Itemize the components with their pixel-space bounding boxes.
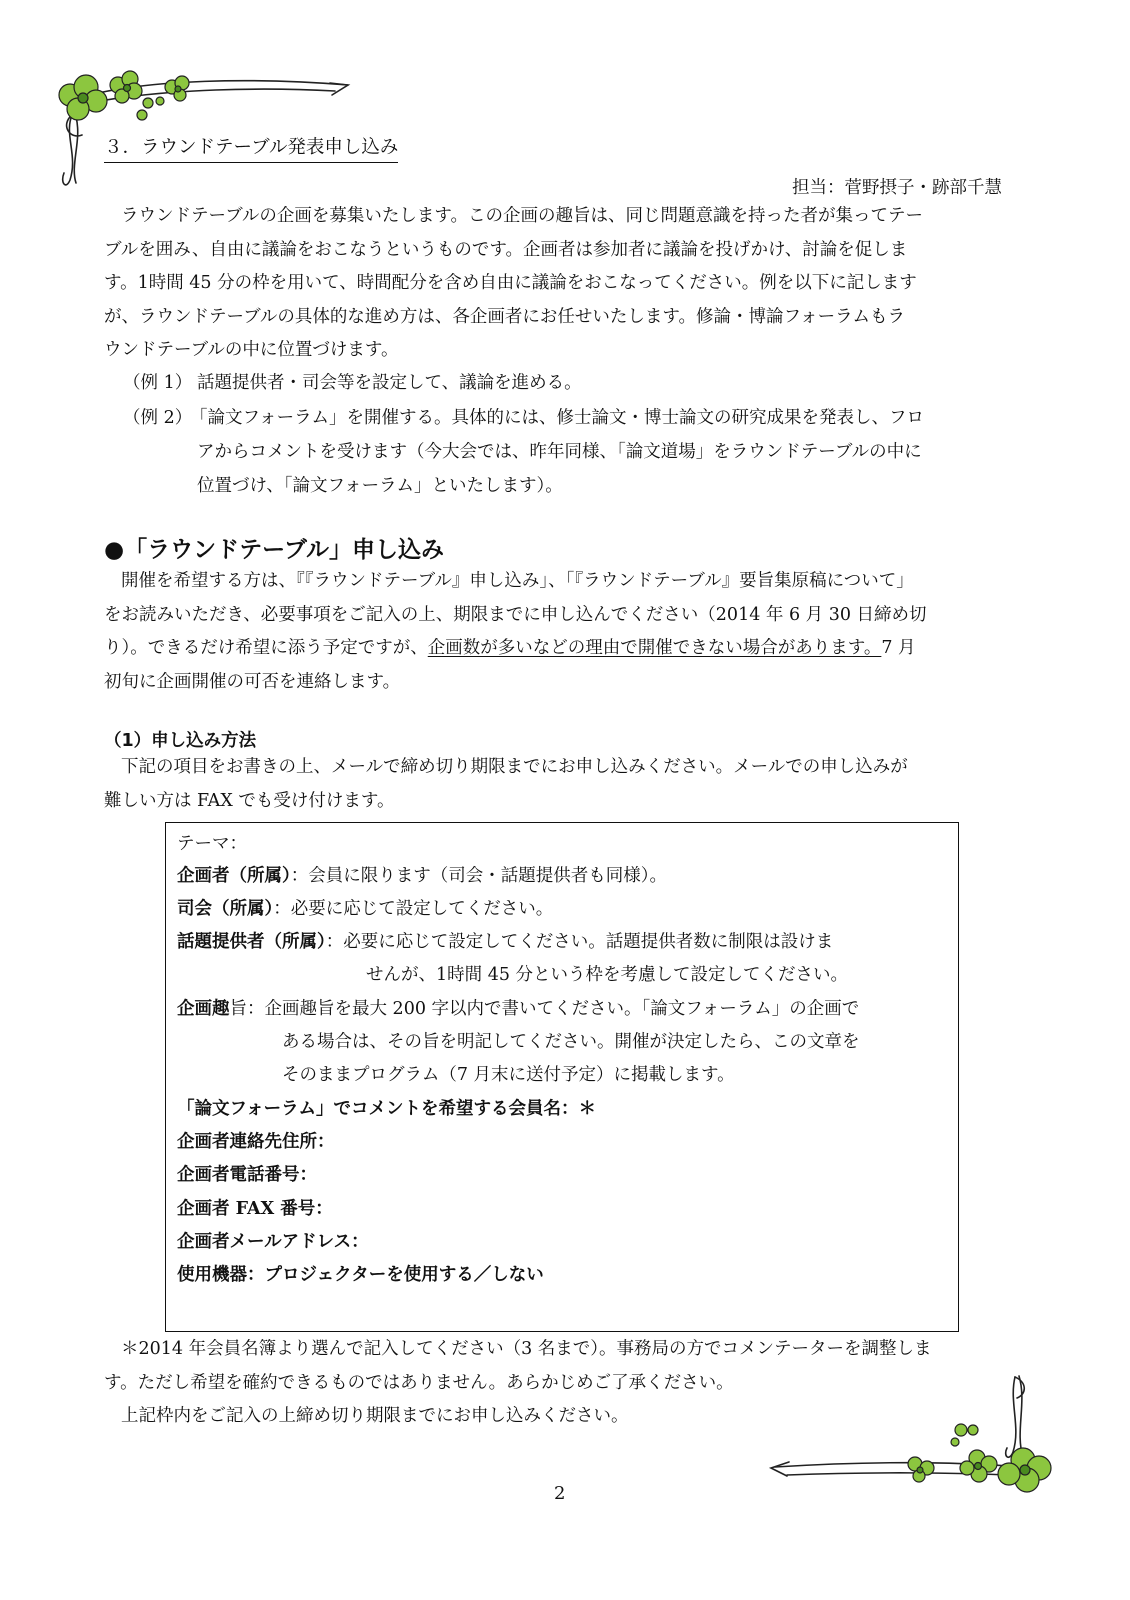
- form-label: 旨: [229, 999, 247, 1019]
- clover-ornament-top-left: [30, 55, 360, 190]
- intro-line: ウンドテーブルの中に位置づけます。: [104, 340, 399, 360]
- intro-line: が、ラウンドテーブルの具体的な進め方は、各企画者にお任せいたします。修論・博論フォーラムもラ: [104, 306, 905, 327]
- form-phone: 企画者電話番号：: [177, 1165, 317, 1185]
- form-text: ：必要に応じて設定してください。話題提供者数に制限は設けま: [325, 932, 834, 952]
- form-speaker-cont: せんが、1時間 45 分という枠を考慮して設定してください。: [366, 965, 849, 985]
- intro-line: ラウンドテーブルの企画を募集いたします。この企画の趣旨は、同じ問題意識を持った者が集ってテー: [121, 206, 924, 226]
- section-line: 開催を希望する方は、『『ラウンドテーブル』申し込み」、「『ラウンドテーブル』要旨集原稿について」: [121, 571, 914, 591]
- example-2-line: 「論文フォーラム」を開催する。具体的には、修士論文・博士論文の研究成果を発表し、フロ: [190, 408, 924, 428]
- form-purpose-cont: ある場合は、その旨を明記してください。開催が決定したら、この文章を: [282, 1032, 860, 1052]
- form-purpose-cont: そのままプログラム（7 月末に送付予定）に掲載します。: [282, 1065, 735, 1085]
- intro-line: ブルを囲み、自由に議論をおこなうというものです。企画者は参加者に議論を投げかけ、討論を促しま: [104, 239, 908, 260]
- intro-paragraph: [104, 200, 1034, 368]
- method-line: 下記の項目をお書きの上、メールで締め切り期限までにお申し込みください。メールでの申し込みが: [121, 757, 908, 777]
- note-line: 上記枠内をご記入の上締め切り期限までにお申し込みください。: [121, 1406, 629, 1426]
- example-2-label: （例 2）: [123, 408, 193, 428]
- form-text: ：会員に限ります（司会・話題提供者も同様）。: [290, 866, 667, 886]
- section-heading: ●「ラウンドテーブル」申し込み: [104, 537, 444, 563]
- author-credit: 担当：菅野摂子・跡部千慧: [792, 178, 1002, 198]
- form-fax: 企画者 FAX 番号：: [177, 1199, 333, 1219]
- underlined-warning: 企画数が多いなどの理由で開催できない場合があります。: [427, 638, 882, 658]
- form-text: ：企画趣旨を最大 200 字以内で書いてください。「論文フォーラム」の企画で: [247, 999, 860, 1019]
- example-2-line: 位置づけ、「論文フォーラム」といたします）。: [197, 476, 563, 496]
- note-line: す。ただし希望を確約できるものではありません。あらかじめご了承ください。: [104, 1372, 734, 1393]
- form-label: 司会（所属）: [177, 899, 274, 919]
- form-purpose: [177, 994, 859, 1024]
- example-1-text: 話題提供者・司会等を設定して、議論を進める。: [197, 373, 582, 393]
- section-line: [104, 632, 1034, 666]
- application-form-box: [165, 822, 959, 1332]
- form-text: ：必要に応じて設定してください。: [273, 899, 554, 919]
- section-line: をお読みいただき、必要事項をご記入の上、期限までに申し込んでください（2014 年 6 月 30 日締め切: [104, 604, 927, 625]
- form-commenter: 「論文フォーラム」でコメントを希望する会員名：＊: [177, 1099, 596, 1119]
- form-chair: [177, 894, 553, 924]
- form-label: 話題提供者（所属）: [177, 932, 326, 952]
- form-planner: [177, 861, 667, 891]
- method-heading: （1）申し込み方法: [104, 731, 257, 751]
- section-line-text: り）。できるだけ希望に添う予定ですが、: [104, 638, 428, 658]
- form-email: 企画者メールアドレス：: [177, 1232, 369, 1252]
- form-speaker: [177, 927, 833, 957]
- example-1-label: （例 1）: [123, 373, 193, 393]
- intro-line: す。1時間 45 分の枠を用いて、時間配分を含め自由に議論をおこなってください。例を以下に記します: [104, 273, 917, 293]
- note-line: ＊2014 年会員名簿より選んで記入してください（3 名まで）。事務局の方でコメンテーターを調整しま: [121, 1339, 932, 1359]
- section-line: 初旬に企画開催の可否を連絡します。: [104, 671, 401, 692]
- form-theme: テーマ：: [177, 834, 247, 854]
- section-title: ３．ラウンドテーブル発表申し込み: [104, 135, 398, 163]
- example-2-line: アからコメントを受けます（今大会では、昨年同様、「論文道場」をラウンドテーブルの中に: [197, 442, 922, 462]
- form-label: 企画趣: [177, 999, 230, 1019]
- form-equipment: 使用機器：プロジェクターを使用する／しない: [177, 1265, 544, 1285]
- form-label: 企画者（所属）: [177, 866, 291, 886]
- method-paragraph: [104, 751, 1034, 818]
- page-number: 2: [554, 1483, 566, 1504]
- method-line: 難しい方は FAX でも受け付けます。: [104, 790, 395, 811]
- form-address: 企画者連絡先住所：: [177, 1132, 335, 1152]
- section-line-text: 7 月: [881, 638, 916, 658]
- notes-paragraph: [104, 1333, 1034, 1434]
- section-paragraph: [104, 565, 1034, 699]
